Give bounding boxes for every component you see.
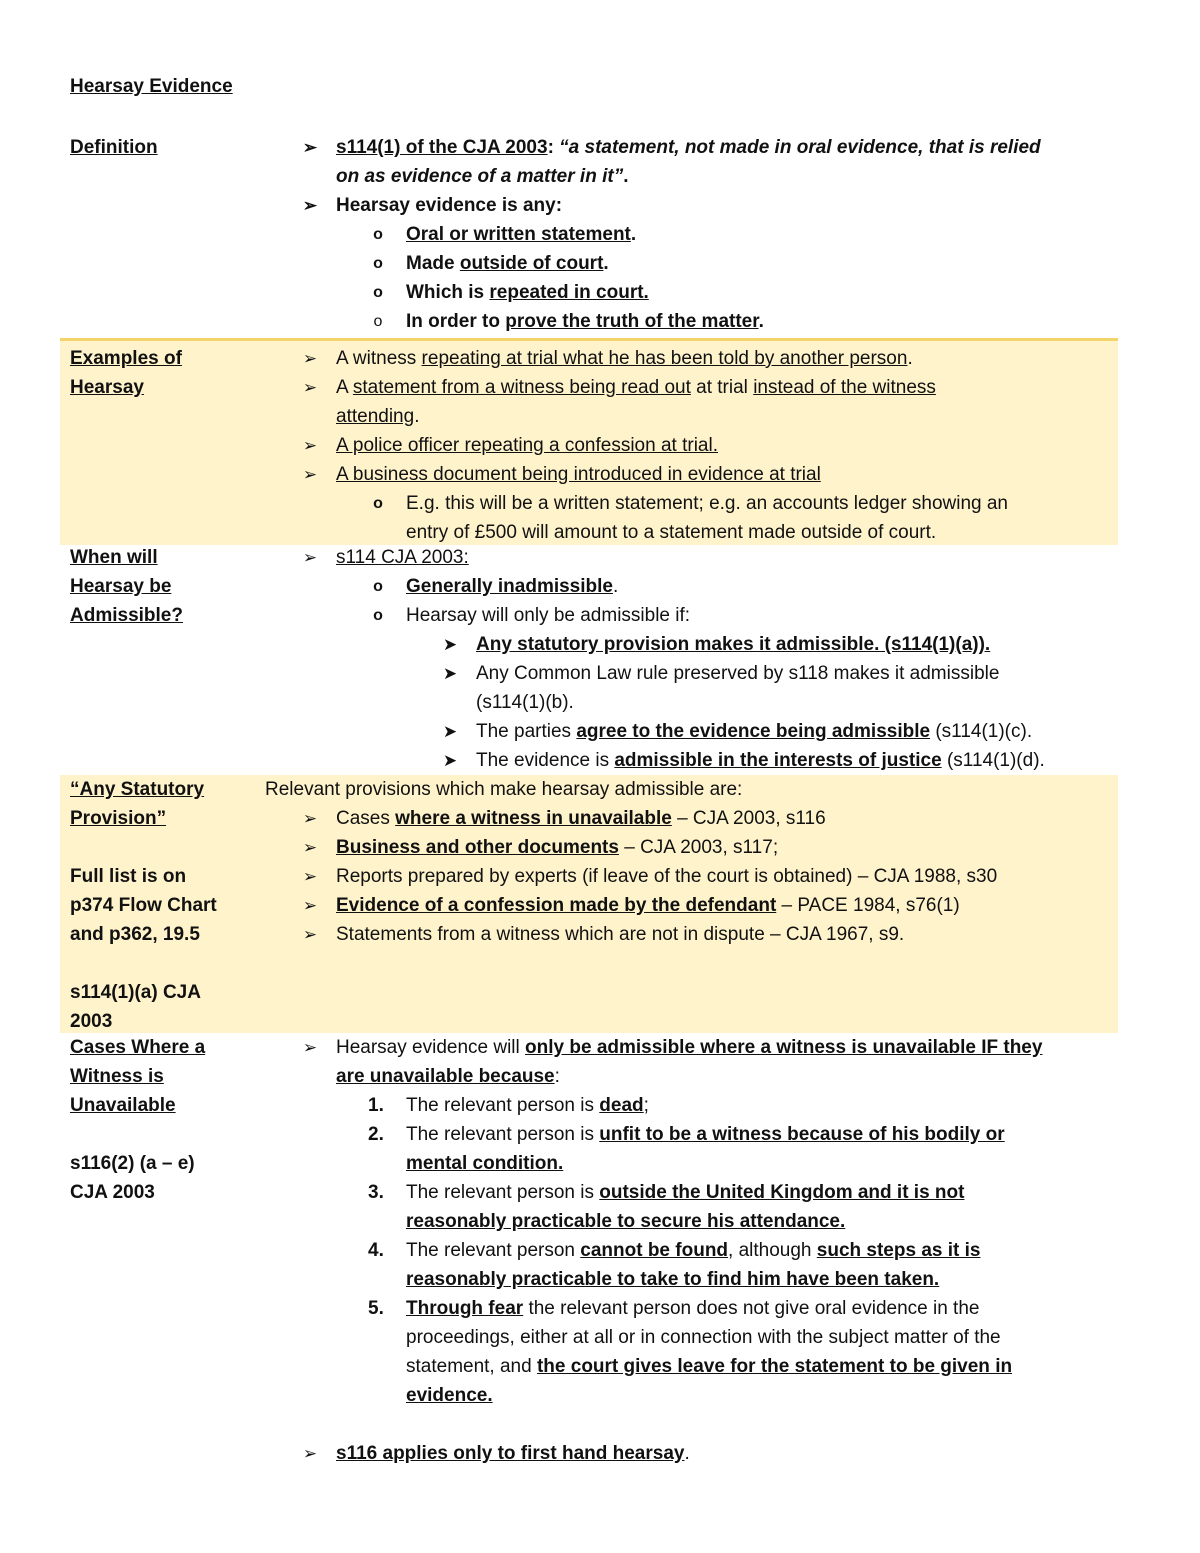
circle-bullet-icon: o (373, 226, 383, 243)
section-label: Definition (70, 137, 158, 158)
arrow-bullet-icon: ➢ (302, 349, 318, 368)
numbered-item: 2. The relevant person is unfit to be a witness because of his bodily or mental condition. (368, 1124, 1005, 1174)
list-item: ➤ Any statutory provision makes it admissible. (s114(1)(a)). (300, 630, 1110, 659)
section-content (300, 1033, 1110, 1468)
list-item: o Generally inadmissible. (300, 572, 1110, 601)
arrow-bullet-icon: ➢ (302, 867, 318, 886)
list-item: o E.g. this will be a written statement; e.g. an accounts ledger showing an entry of £500 will amount to a statement made outside of court. (300, 489, 1110, 547)
section-label: When will Hearsay be Admissible? (70, 547, 183, 626)
arrow-bullet-icon: ➢ (302, 1444, 318, 1463)
section-label: Cases Where a Witness is Unavailable s116(2) (a – e) CJA 2003 (70, 1037, 206, 1203)
section-content (300, 133, 1110, 336)
section-content (300, 344, 1110, 547)
list-item: o Made outside of court. (300, 249, 1110, 278)
circle-bullet-icon: o (373, 255, 383, 272)
circle-bullet-icon: o (373, 495, 383, 512)
arrow-bullet-icon: ➢ (302, 896, 318, 915)
circle-bullet-icon: o (373, 284, 383, 301)
list-item: ➤ The parties agree to the evidence being admissible (s114(1)(c). (300, 717, 1110, 746)
list-item: ➢ s114 CJA 2003: (300, 543, 1110, 572)
section-content (300, 543, 1110, 775)
list-item: ➢ Statements from a witness which are not in dispute – CJA 1967, s9. (300, 920, 1115, 949)
arrow-bullet-icon: ➢ (302, 1038, 318, 1057)
list-item: ➤ The evidence is admissible in the interests of justice (s114(1)(d). (300, 746, 1110, 775)
list-item: ➢ s116 applies only to first hand hearsay. (300, 1439, 1110, 1468)
section-definition (60, 133, 1118, 337)
circle-bullet-icon: o (373, 607, 383, 624)
list-item: ➢ A police officer repeating a confession at trial. (300, 431, 1110, 460)
list-item: ➢ Reports prepared by experts (if leave of the court is obtained) – CJA 1988, s30 (300, 862, 1115, 891)
list-item: o In order to prove the truth of the matter. (300, 307, 1110, 336)
section-when-admissible (60, 543, 1118, 775)
circle-bullet-icon: o (373, 578, 383, 595)
arrow-bullet-icon: ➢ (302, 838, 318, 857)
section-statutory-provision (60, 775, 1118, 1033)
arrow-bullet-icon: ➤ (442, 664, 458, 683)
list-item: ➤ Any Common Law rule preserved by s118 makes it admissible (s114(1)(b). (300, 659, 1110, 717)
page-title: Hearsay Evidence (70, 76, 233, 97)
circle-bullet-icon: o (373, 313, 383, 330)
arrow-bullet-icon: ➢ (302, 138, 318, 157)
arrow-bullet-icon: ➢ (302, 196, 318, 215)
section-label: Examples of Hearsay (70, 348, 182, 398)
section-witness-unavailable (60, 1033, 1118, 1473)
list-item: ➢ Evidence of a confession made by the defendant – PACE 1984, s76(1) (300, 891, 1115, 920)
list-item: o Which is repeated in court. (300, 278, 1110, 307)
list-item: o Oral or written statement. (300, 220, 1110, 249)
list-item: ➢ A statement from a witness being read out at trial instead of the witness attending. (300, 373, 1110, 431)
numbered-item: 1. The relevant person is dead; (368, 1095, 649, 1116)
section-intro: Relevant provisions which make hearsay admissible are: (265, 779, 743, 800)
list-item: ➢ Cases where a witness in unavailable – CJA 2003, s116 (300, 804, 1115, 833)
list-item: ➢ A business document being introduced in evidence at trial (300, 460, 1110, 489)
numbered-item: 4. The relevant person cannot be found, although such steps as it is reasonably practicable to take to find him have been taken. (368, 1240, 981, 1290)
arrow-bullet-icon: ➤ (442, 722, 458, 741)
list-item: ➢ Business and other documents – CJA 2003, s117; (300, 833, 1115, 862)
list-item: ➢ A witness repeating at trial what he has been told by another person. (300, 344, 1110, 373)
section-label: “Any Statutory Provision” Full list is on p374 Flow Chart and p362, 19.5 s114(1)(a) CJA 2003 (70, 779, 217, 1032)
list-item: ➢ Hearsay evidence is any: (300, 191, 1110, 220)
arrow-bullet-icon: ➢ (302, 925, 318, 944)
arrow-bullet-icon: ➢ (302, 465, 318, 484)
arrow-bullet-icon: ➤ (442, 635, 458, 654)
numbered-item: 3. The relevant person is outside the United Kingdom and it is not reasonably practicable to secure his attendance. (368, 1182, 965, 1232)
arrow-bullet-icon: ➢ (302, 548, 318, 567)
section-examples (60, 338, 1118, 545)
list-item: ➢ Hearsay evidence will only be admissible where a witness is unavailable IF they are unavailable because: (300, 1033, 1110, 1091)
numbered-item: 5. Through fear the relevant person does not give oral evidence in the proceedings, either at all or in connection with the subject matter of the statement, and the court gives leave for the statement to be given in evidence. (368, 1298, 1013, 1406)
section-content (265, 775, 1115, 949)
list-item: ➢ s114(1) of the CJA 2003: “a statement, not made in oral evidence, that is relied on as evidence of a matter in it”. (300, 133, 1110, 191)
arrow-bullet-icon: ➢ (302, 809, 318, 828)
arrow-bullet-icon: ➢ (302, 436, 318, 455)
arrow-bullet-icon: ➤ (442, 751, 458, 770)
arrow-bullet-icon: ➢ (302, 378, 318, 397)
list-item: o Hearsay will only be admissible if: (300, 601, 1110, 630)
